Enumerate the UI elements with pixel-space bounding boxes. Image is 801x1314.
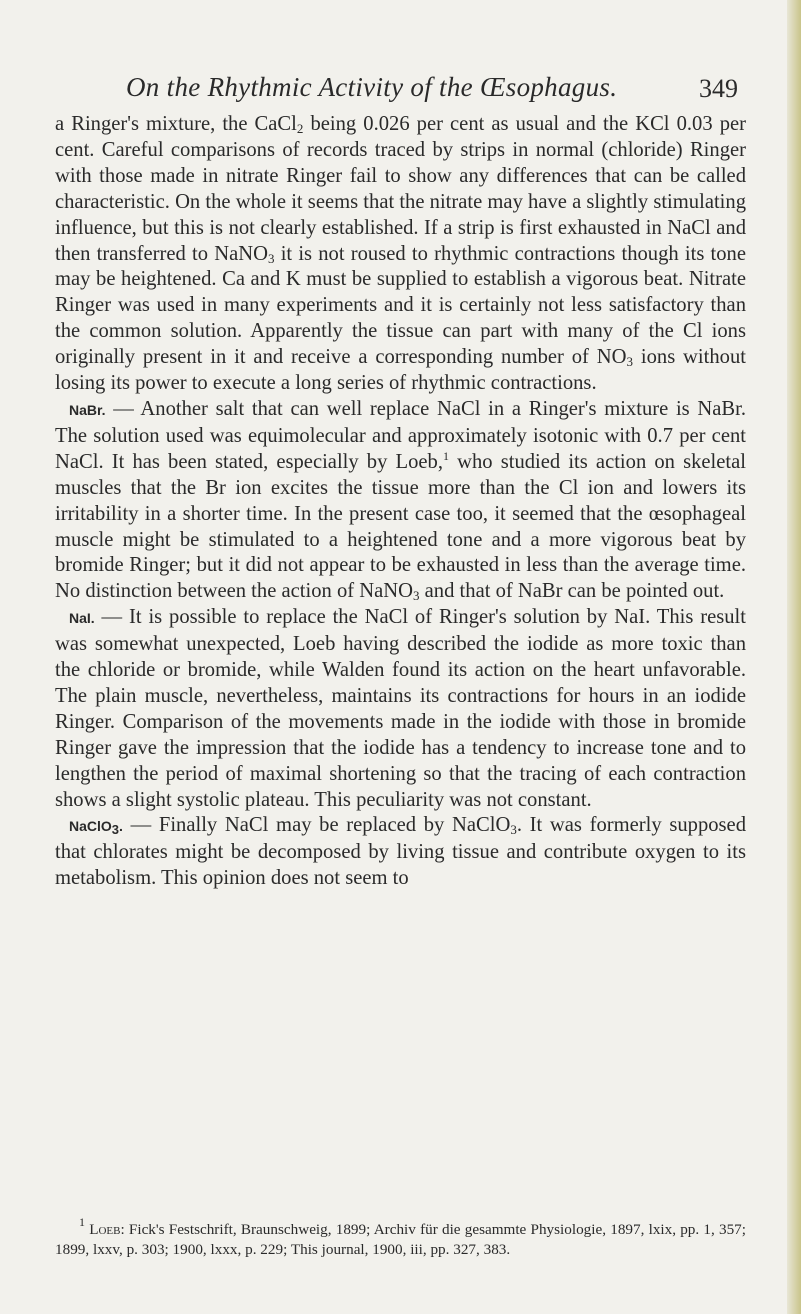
page-edge [787,0,801,1314]
section-head-naclo3: NaClO$_3$. [69,818,123,838]
running-title: On the Rhythmic Activity of the Œsophagus. [126,72,618,102]
page-number: 349 [699,74,738,103]
footnote-marker: 1 [79,1215,85,1229]
body-text [55,112,746,892]
footnote-ref: 1 [443,448,449,463]
paragraph-nitrate: a Ringer's mixture, the CaCl$_2$ being 0.026 per cent as usual and the KCl 0.03 per cent. Careful comparisons of records traced by strips in normal (chloride) Ringer with those made in nitrate Ringer fail to show any differences that can be called characteristic. On the whole it seems that the nitrate may have a slightly stimulating influence, but this is not clearly established. If a strip is first exhausted in NaCl and then transferred to NaNO$_3$ it is not roused to rhythmic contractions though its tone may be heightened. Ca and K must be supplied to establish a vigorous beat. Nitrate Ringer was used in many experiments and it is certainly not less satisfactory than the common solution. Apparently the tissue can part with many of the Cl ions originally present in it and receive a corresponding number of $NO_3$ ions without losing its power to execute a long series of rhythmic contractions. [55,113,746,395]
footnote [55,1215,746,1260]
section-head-nai: NaI. [69,610,95,627]
paragraph-nai: NaI. — It is possible to replace the NaCl of Ringer's solution by NaI. This result was somewhat unexpected, Loeb having described the iodide as more toxic than the chloride or bromide, while Walden found its action on the heart unfavorable. The plain muscle, nevertheless, maintains its contractions for hours in an iodide Ringer. Comparison of the movements made in the iodide with those in bromide Ringer gave the impression that the iodide has a tendency to increase tone and to lengthen the period of maximal shortening so that the tracing of each contraction shows a slight systolic plateau. This peculiarity was not constant. [55,606,746,811]
footnote-text: : Fick's Festschrift, Braunschweig, 1899; Archiv für die gesammte Physiologie, 1897, lxix, pp. 1, 357; 1899, lxxv, p. 303; 1900, lxxx, p. 229; This journal, 1900, iii, pp. 327, 383. [55,1221,746,1258]
section-head-nabr: NaBr. [69,401,106,418]
paragraph-naclo3: NaClO$_3$. — Finally NaCl may be replaced by NaClO$_3$. It was formerly supposed that chlorates might be decomposed by living tissue and contribute oxygen to its metabolism. This opinion does not seem to [55,814,746,890]
page-header [88,72,738,112]
paragraph-nabr: NaBr. — Another salt that can well replace NaCl in a Ringer's mixture is NaBr. The solution used was equimolecular and approximately isotonic with 0.7 per cent NaCl. It has been stated, especially by Loeb,$^1$ who studied its action on skeletal muscles that the Br ion excites the tissue more than the Cl ion and lowers its irritability in a shorter time. In the present case too, it seemed that the œsophageal muscle might be stimulated to a heightened tone and a more vigorous beat by bromide Ringer; but it did not appear to be exhausted in less than the average time. No distinction between the action of NaNO$_3$ and that of NaBr can be pointed out. [55,397,746,604]
footnote-author: Loeb [89,1221,121,1238]
